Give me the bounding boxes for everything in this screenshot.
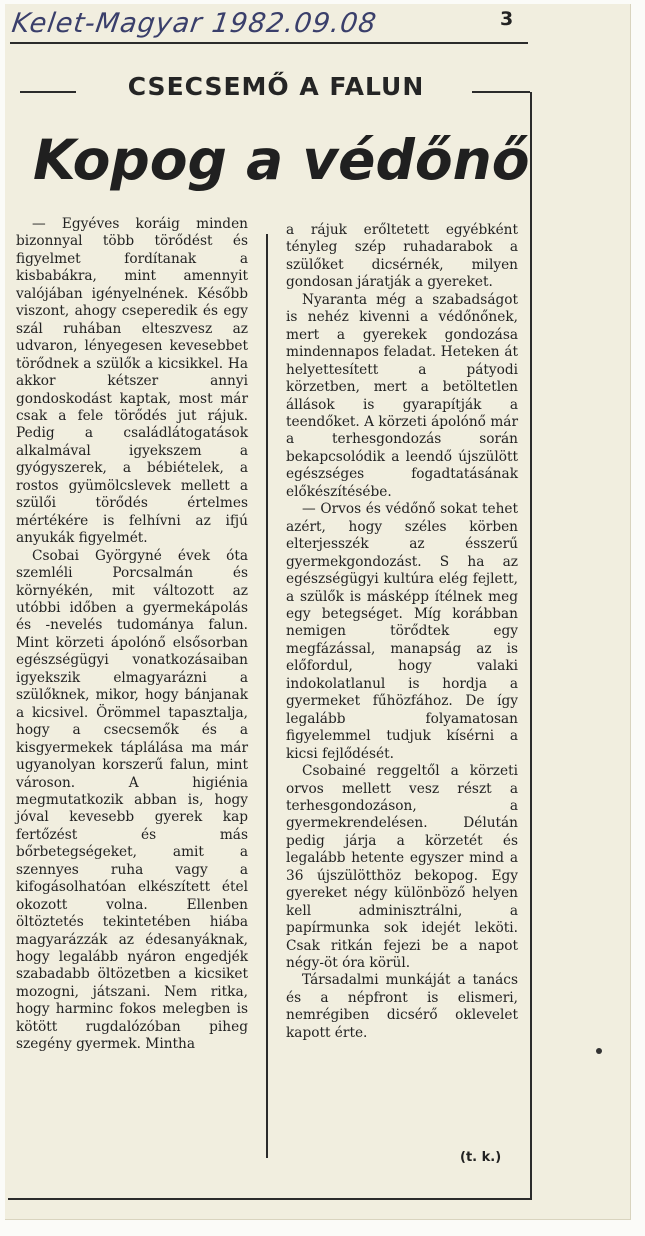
handwritten-note: Kelet-Magyar 1982.09.08 [9, 8, 379, 39]
frame-right-rule [530, 92, 532, 1200]
kicker-rule-left [20, 91, 76, 93]
paragraph: Társadalmi munkáját a tanács és a népfront is elismeri, nemrégiben dicsérő oklevelet kapott érte. [286, 972, 518, 1041]
kicker-row [20, 72, 532, 108]
frame-bottom-rule [8, 1198, 532, 1200]
article-column-2 [286, 222, 518, 1042]
paragraph: Nyaranta még a szabadságot is nehéz kivenni a védőnőnek, mert a gyerekek gondozása mindennapos feladat. Heteken át helyettesített a pátyodi körzetben, mert a betöltetlen állások is gyarapítják a teendőket. A körzeti ápolónő már a terhesgondozás során bekapcsolódik a leendő újszülött egészséges fogadtatásának előkészítésébe. [286, 291, 518, 500]
paragraph: — Orvos és védőnő sokat tehet azért, hogy széles körben elterjesszék az ésszerű gyermekgondozást. S ha az egészségügyi kultúra elég fejlett, a szülők is másképp ítélnek meg egy betegséget. Míg korábban nemigen törődtek egy megfázással, manapság az is előfordul, hogy valaki indokolatlanul is hordja a gyermeket fűhözfához. De így legalább folyamatosan figyelemmel tudjuk kísérni a kicsi fejlődését. [286, 501, 518, 762]
headline: Kopog a védőnő [33, 128, 530, 192]
article-column-1 [16, 216, 248, 1054]
top-rule [10, 42, 528, 44]
page-number: 3 [500, 8, 514, 30]
column-divider [266, 234, 268, 1158]
paragraph: — Egyéves koráig minden bizonnyal több törődést és figyelmet fordítanak a kisbabákra, mint amennyit valójában igényelnének. Később viszont, ahogy cseperedik és egy szál ruhában elteszvesz az udvaron, lényegesen kevesebbet törődnek a szülők a kicsikkel. Ha akkor kétszer annyi gondoskodást kaptak, most már csak a fele törődés jut rájuk. Pedig a családlátogatások alkalmával igyekszem a gyógyszerek, a bébiételek, a rostos gyümölcslevek mellett a szülői törődés értelmes mértékére is felhívni az ifjú anyukák figyelmét. [16, 216, 248, 547]
author-signature: (t. k.) [460, 1150, 502, 1165]
kicker-rule-right [472, 91, 530, 93]
paragraph: Csobai Györgyné évek óta szemléli Porcsalmán és környékén, mit változott az utóbbi időben a gyermekápolás és -nevelés tudománya falun. Mint körzeti ápolónő elsősorban egészségügyi vonatkozásaiban igyekszik elmagyarázni a szülőknek, mikor, hogy bánjanak a kicsivel. Örömmel tapasztalja, hogy a csecsemők és a kisgyermekek táplálása ma már ugyanolyan korszerű falun, mint városon. A higiénia megmutatkozik abban is, hogy jóval kevesebb gyerek kap fertőzést és más bőrbetegségeket, amit a szennyes ruha vagy a kifogásolhatóan elkészített étel okozott volna. Ellenben öltöztetés tekintetében hiába magyarázzák az édesanyáknak, hogy legalább nyáron engedjék szabadabb öltözetben a kicsiket mozogni, játszani. Nem ritka, hogy harminc fokos melegben is kötött rugdalózóban piheg szegény gyermek. Mintha [16, 547, 248, 1053]
paragraph: Csobainé reggeltől a körzeti orvos mellett vesz részt a terhesgondozáson, a gyermekrendelésen. Délután pedig járja a körzetét és legalább hetente egyszer mind a 36 újszülötthöz bekopog. Egy gyereket négy különböző helyen kell adminisztrálni, a papírmunka sok idejét leköti. Csak ritkán fejezi be a napot négy-öt óra körül. [286, 763, 518, 972]
paragraph: a rájuk erőltetett egyébként tényleg szép ruhadarabok a szülőket dicsérnék, milyen gondosan járatják a gyereket. [286, 222, 518, 291]
ink-speck [596, 1048, 602, 1054]
kicker: CSECSEMŐ A FALUN [127, 72, 425, 101]
